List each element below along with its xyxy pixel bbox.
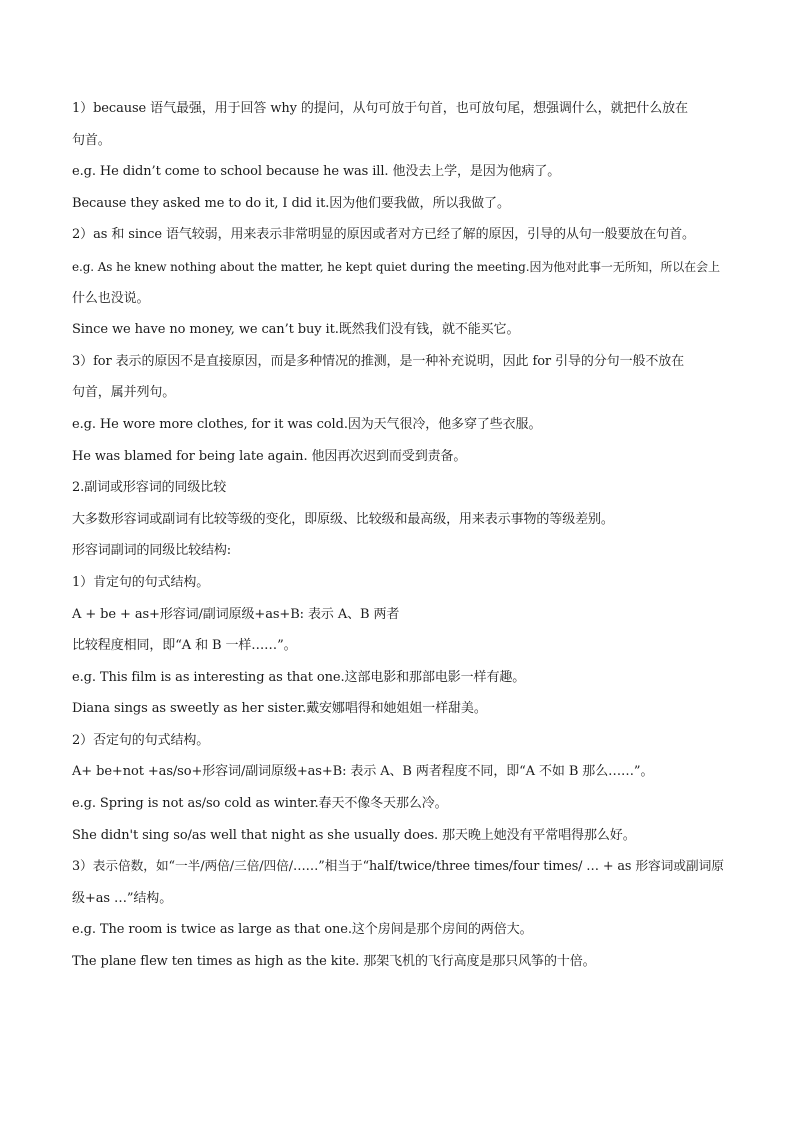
text-line: A + be + as+形容词/副词原级+as+B: 表示 A、B 两者 — [72, 606, 400, 622]
text-line: 1）肯定句的句式结构。 — [72, 574, 210, 590]
text-line: 句首。 — [72, 132, 111, 148]
text-line: e.g. He didn’t come to school because he was ill. 他没去上学，是因为他病了。 — [72, 164, 561, 180]
text-line: 2）as 和 since 语气较弱，用来表示非常明显的原因或者对方已经了解的原因，引导的从句一般要放在句首。 — [72, 227, 695, 243]
text-line: 形容词副词的同级比较结构: — [72, 543, 232, 559]
text-line: 3）for 表示的原因不是直接原因，而是多种情况的推测，是一种补充说明，因此 for 引导的分句一般不放在 — [72, 353, 685, 369]
text-line: Because they asked me to do it, I did it.因为他们要我做，所以我做了。 — [72, 195, 510, 211]
text-line: e.g. This film is as interesting as that one.这部电影和那部电影一样有趣。 — [72, 669, 526, 685]
section-heading: 2.副词或形容词的同级比较 — [72, 480, 227, 496]
document-body — [72, 99, 728, 984]
text-line: e.g. The room is twice as large as that one.这个房间是那个房间的两倍大。 — [72, 922, 533, 938]
text-line: She didn't sing so/as well that night as she usually does. 那天晚上她没有平常唱得那么好。 — [72, 827, 636, 843]
text-line: A+ be+not +as/so+形容词/副词原级+as+B: 表示 A、B 两者程度不同，即“A 不如 B 那么……”。 — [72, 764, 654, 780]
text-line: 比较程度相同，即“A 和 B 一样……”。 — [72, 638, 297, 654]
text-line: 句首，属并列句。 — [72, 385, 176, 401]
text-line: 大多数形容词或副词有比较等级的变化，即原级、比较级和最高级，用来表示事物的等级差别。 — [72, 511, 614, 527]
text-line: 什么也没说。 — [72, 290, 150, 306]
text-line: 3）表示倍数，如“一半/两倍/三倍/四倍/……”相当于“half/twice/three times/four times/ … + as 形容词或副词原 — [72, 859, 724, 875]
text-line: Diana sings as sweetly as her sister.戴安娜唱得和她姐姐一样甜美。 — [72, 701, 487, 717]
text-line: e.g. Spring is not as/so cold as winter.春天不像冬天那么冷。 — [72, 796, 448, 812]
text-line: 1）because 语气最强，用于回答 why 的提问，从句可放于句首，也可放句尾，想强调什么，就把什么放在 — [72, 101, 688, 116]
text-line: 级+as …”结构。 — [72, 890, 173, 906]
text-line: 2）否定句的句式结构。 — [72, 732, 210, 748]
text-line: He was blamed for being late again. 他因再次迟到而受到责备。 — [72, 448, 467, 464]
text-line: Since we have no money, we can’t buy it.既然我们没有钱，就不能买它。 — [72, 322, 520, 338]
text-line: e.g. As he knew nothing about the matter, he kept quiet during the meeting.因为他对此事一无所知，所以在会上 — [72, 259, 720, 274]
text-line: The plane flew ten times as high as the kite. 那架飞机的飞行高度是那只风筝的十倍。 — [72, 954, 596, 970]
text-line: e.g. He wore more clothes, for it was cold.因为天气很冷，他多穿了些衣服。 — [72, 416, 542, 432]
